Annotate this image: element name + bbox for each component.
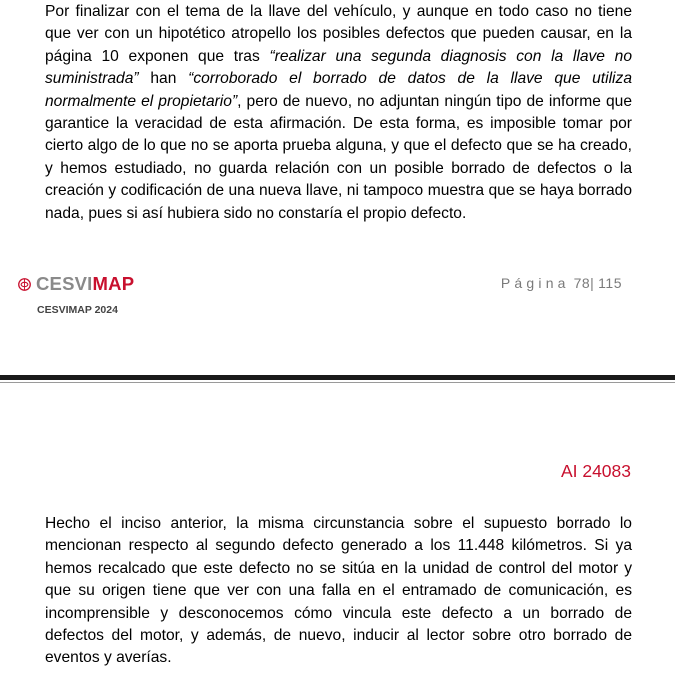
text-run: que ver con un hipotético atropello los posibles defectos que pueden causar, en la xyxy=(45,25,632,43)
text-run: Por finalizar con el tema de la llave del vehículo, y aunque en todo caso no tiene xyxy=(45,3,632,20)
paragraph-line: eventos y averías. xyxy=(45,649,172,667)
text-run: cierto algo de lo que no se aporta prueba alguna, y que el defecto que se ha creado, xyxy=(45,137,632,155)
quoted-text: “realizar una segunda diagnosis con la llave no xyxy=(269,47,633,65)
paragraph-line: mencionan respecto al segundo defecto generado a los 11.448 kilómetros. Si ya xyxy=(45,537,632,555)
paragraph-line: defectos del motor, y además, de nuevo, inducir al lector sobre otro borrado de xyxy=(45,627,632,645)
paragraph-line xyxy=(45,91,632,113)
paragraph-line: hemos recalcado que este defecto no se sitúa en la unidad de control del motor y xyxy=(45,559,632,577)
text-run: página 10 exponen que tras xyxy=(45,47,270,65)
body-paragraph-bottom xyxy=(45,513,632,670)
paragraph-line xyxy=(45,1,632,23)
text-run: , pero de nuevo, no adjuntan ningún tipo de informe que xyxy=(237,92,632,110)
page-break-divider-thin xyxy=(0,382,675,383)
paragraph-line xyxy=(45,180,632,202)
text-run: creación y codificación de una nueva llave, ni tampoco muestra que se haya borrado xyxy=(45,182,632,200)
paragraph-line: que su origen tiene que ver con una falla en el entramado de comunicación, es xyxy=(45,582,632,600)
text-run: y hemos estudiado, no guarda relación con un posible borrado de defectos o la xyxy=(45,159,632,177)
text-run: nada, pues si así hubiera sido no constaría el propio defecto. xyxy=(45,204,467,222)
quoted-text: suministrada” xyxy=(45,70,139,88)
quoted-text: normalmente el propietario” xyxy=(45,92,238,110)
paragraph-line xyxy=(45,46,632,68)
text-run: garantice la veracidad de esta afirmación. De esta forma, es imposible tomar por xyxy=(45,115,632,133)
page-separator: | xyxy=(590,275,595,291)
page-label: Página xyxy=(500,275,570,291)
page-number xyxy=(501,275,622,291)
cesvimap-logo xyxy=(18,274,134,294)
paragraph-line xyxy=(45,68,632,90)
paragraph-line: Hecho el inciso anterior, la misma circunstancia sobre el supuesto borrado lo xyxy=(45,515,632,532)
body-paragraph-top xyxy=(45,1,632,225)
paragraph-line xyxy=(45,23,632,45)
page-break-divider xyxy=(0,375,675,380)
page-current: 78 xyxy=(573,275,591,291)
paragraph-line xyxy=(45,135,632,157)
paragraph-line: incomprensible y desconocemos cómo vincula este defecto a un borrado de xyxy=(45,604,632,622)
footer-year: CESVIMAP 2024 xyxy=(37,304,118,316)
document-reference: AI 24083 xyxy=(560,461,631,481)
paragraph-line xyxy=(45,113,632,135)
paragraph-line xyxy=(45,203,632,225)
page-total: 115 xyxy=(598,275,622,291)
cesvimap-emblem-icon xyxy=(18,278,31,291)
text-run: han xyxy=(138,70,189,88)
logo-wordmark: CESVIMAP xyxy=(36,273,135,294)
quoted-text: “corroborado el borrado de datos de la llave que utiliza xyxy=(188,70,632,88)
paragraph-line xyxy=(45,158,632,180)
